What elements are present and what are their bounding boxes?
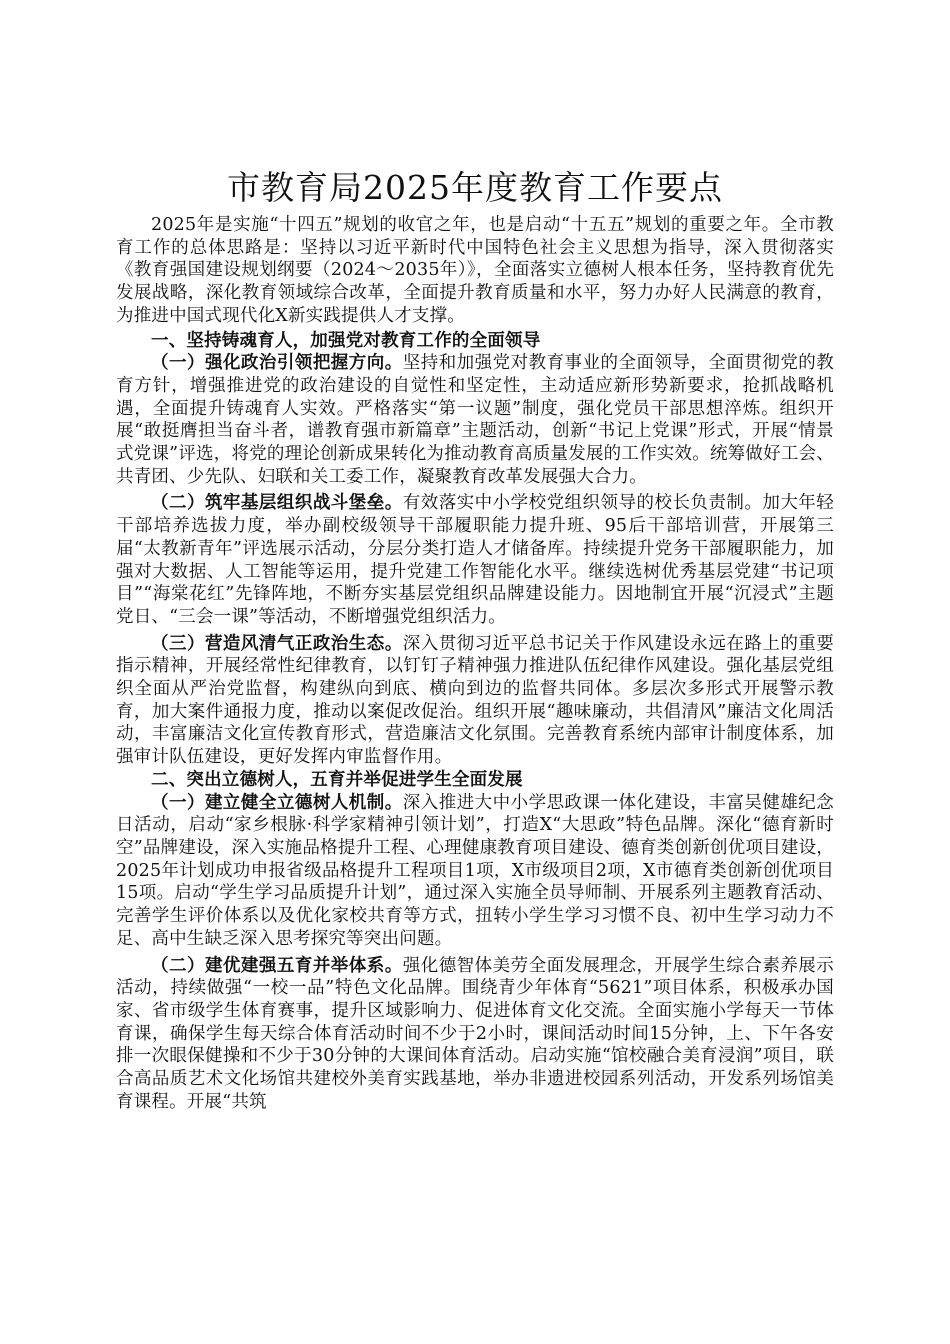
paragraph-body: 深入贯彻习近平总书记关于作风建设永远在路上的重要指示精神，开展经常性纪律教育，以钉钉子精神强力推进队伍纪律作风建设。强化基层党组织全面从严治党监督，构建纵向到底、横向到边的监督共同体。多层次多形式开展警示教育，加大案件通报力度，推动以案促改促治。组织开展“趣味廉动，共倡清风”廉洁文化周活动，丰富廉洁文化宣传教育形式，营造廉洁文化氛围。完善教育系统内部审计制度体系，加强审计队伍建设，更好发挥内审监督作用。 [116, 633, 834, 768]
paragraph-body: 坚持和加强党对教育事业的全面领导，全面贯彻党的教育方针，增强推进党的政治建设的自觉性和坚定性，主动适应新形势新要求，抢抓战略机遇，全面提升铸魂育人实效。严格落实“第一议题”制度，强化党员干部思想淬炼。组织开展“敢挺膺担当奋斗者，谱教育强市新篇章”主题活动，创新“书记上党课”形式，开展“情景式党课”评选，将党的理论创新成果转化为推动教育高质量发展的工作实效。统筹做好工会、共青团、少先队、妇联和关工委工作，凝聚教育改革发展强大合力。 [116, 353, 834, 487]
section-paragraph [116, 955, 834, 1114]
section-paragraph [116, 792, 834, 951]
paragraph-lead: （二）建优建强五育并举体系。 [151, 955, 403, 976]
paragraph-lead: （一）强化政治引领把握方向。 [151, 353, 403, 374]
intro-paragraph: 2025年是实施“十四五”规划的收官之年，也是启动“十五五”规划的重要之年。全市教育工作的总体思路是：坚持以习近平新时代中国特色社会主义思想为指导，深入贯彻落实《教育强国建设规划纲要（2024～2035年）》，全面落实立德树人根本任务，坚持教育优先发展战略，深化教育领域综合改革，全面提升教育质量和水平，努力办好人民满意的教育，为推进中国式现代化X新实践提供人才支撑。 [116, 215, 834, 326]
section-heading: 一、坚持铸魂育人，加强党对教育工作的全面领导 [151, 330, 541, 351]
section-paragraph [116, 633, 834, 769]
paragraph-lead: （三）营造风清气正政治生态。 [151, 633, 403, 654]
paragraph-lead: （二）筑牢基层组织战斗堡垒。 [151, 493, 403, 514]
document-title: 市教育局2025年度教育工作要点 [227, 168, 723, 207]
document-page [116, 166, 834, 1113]
section-paragraph [116, 352, 834, 488]
paragraph-body: 强化德智体美劳全面发展理念，开展学生综合素养展示活动，持续做强“一校一品”特色文化品牌。围绕青少年体育“5621”项目体系，积极承办国家、省市级学生体育赛事，提升区域影响力、促进体育文化交流。全面实施小学每天一节体育课，确保学生每天综合体育活动时间不少于2小时，课间活动时间15分钟，上、下午各安排一次眼保健操和不少于30分钟的大课间体育活动。启动实施“馆校融合美育浸润”项目，联合高品质艺术文化场馆共建校外美育实践基地，举办非遗进校园系列活动，开发系列场馆美育课程。开展“共筑 [116, 955, 834, 1112]
section-paragraph [116, 492, 834, 628]
paragraph-body: 有效落实中小学校党组织领导的校长负责制。加大年轻干部培养选拔力度，举办副校级领导干部履职能力提升班、95后干部培训营，开展第三届“太教新青年”评选展示活动，分层分类打造人才储备库。持续提升党务干部履职能力，加强对大数据、人工智能等运用，提升党建工作智能化水平。继续选树优秀基层党建“书记项目”“海棠花红”先锋阵地，不断夯实基层党组织品牌建设能力。因地制宜开展“沉浸式”主题党日、“三会一课”等活动，不断增强党组织活力。 [116, 493, 834, 627]
paragraph-lead: （一）建立健全立德树人机制。 [151, 792, 403, 813]
section-heading: 二、突出立德树人，五育并举促进学生全面发展 [151, 769, 523, 790]
paragraph-body: 深入推进大中小学思政课一体化建设，丰富吴健雄纪念日活动，启动“家乡根脉·科学家精神引领计划”，打造X“大思政”特色品牌。深化“德育新时空”品牌建设，深入实施品格提升工程、心理健康教育项目建设、德育类创新创优项目建设，2025年计划成功申报省级品格提升工程项目1项，X市级项目2项，X市德育类创新创优项目15项。启动“学生学习品质提升计划”，通过深入实施全员导师制、开展系列主题教育活动、完善学生评价体系以及优化家校共育等方式，扭转小学生学习习惯不良、初中生学习动力不足、高中生缺乏深入思考探究等突出问题。 [116, 792, 834, 949]
